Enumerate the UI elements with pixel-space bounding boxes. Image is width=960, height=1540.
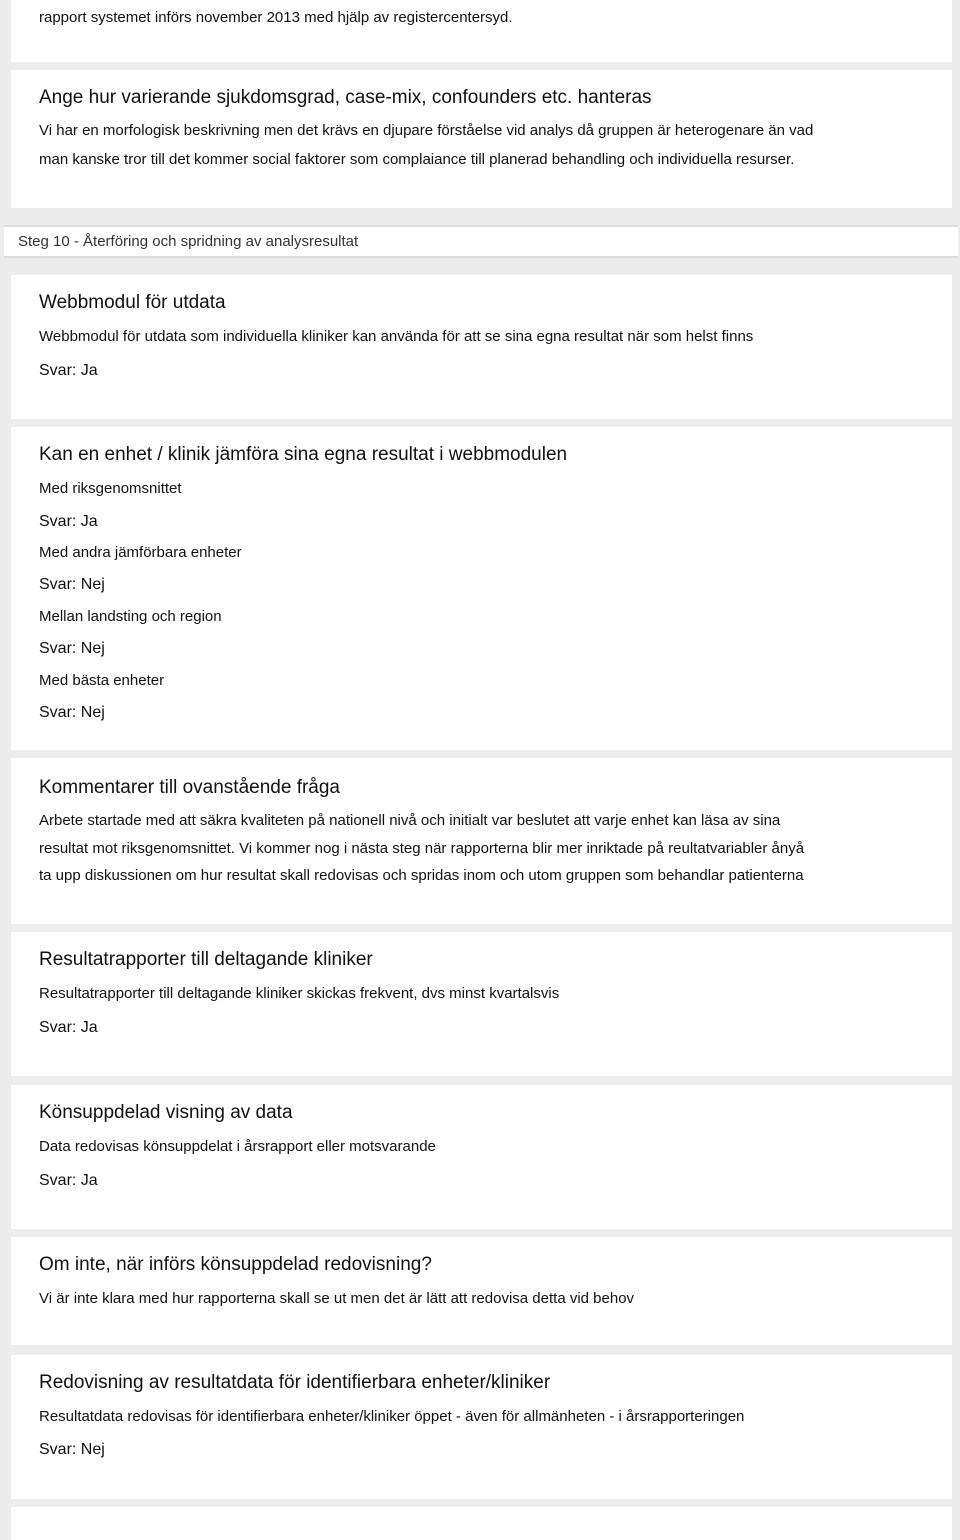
question-body-line: Vi har en morfologisk beskrivning men det krävs en djupare förståelse vid analys då gruppen är heterogenare än vad xyxy=(39,122,814,139)
question-body-line: man kanske tror till det kommer social faktorer som complaiance till planerad behandling och individuella resurser. xyxy=(39,151,795,168)
question-title: Ange hur varierande sjukdomsgrad, case-mix, confounders etc. hanteras xyxy=(39,87,652,108)
question-title: Om inte, när införs könsuppdelad redovisning? xyxy=(39,1254,432,1275)
section-header-step10: Steg 10 - Återföring och spridning av analysresultat xyxy=(4,225,958,258)
comment-line: ta upp diskussionen om hur resultat skall redovisas och spridas inom och utom gruppen som behandlar patienterna xyxy=(39,867,804,884)
answer-text: Svar: Ja xyxy=(39,362,98,379)
question-title: Webbmodul för utdata xyxy=(39,292,226,313)
question-compare-card xyxy=(11,427,952,750)
comment-line: Arbete startade med att säkra kvaliteten på nationell nivå och initialt var beslutet att varje enhet kan läsa av sina xyxy=(39,812,781,829)
question-severity-card xyxy=(11,70,952,208)
question-comments-card xyxy=(11,758,952,924)
question-identifiable-card xyxy=(11,1355,952,1499)
question-description: Vi är inte klara med hur rapporterna skall se ut men det är lätt att redovisa detta vid behov xyxy=(39,1290,635,1307)
question-title: Resultatrapporter till deltagande kliniker xyxy=(39,949,373,970)
compare-option-label: Mellan landsting och region xyxy=(39,608,222,625)
question-description: Webbmodul för utdata som individuella kliniker kan använda för att se sina egna resultat när som helst finns xyxy=(39,328,754,345)
question-gender-card xyxy=(11,1085,952,1229)
answer-text: Svar: Ja xyxy=(39,513,98,530)
top-fragment-text: rapport systemet införs november 2013 med hjälp av registercentersyd. xyxy=(39,9,513,26)
question-title: Kommentarer till ovanstående fråga xyxy=(39,777,340,798)
answer-text: Svar: Nej xyxy=(39,704,105,721)
answer-text: Svar: Ja xyxy=(39,1019,98,1036)
question-description: Resultatrapporter till deltagande kliniker skickas frekvent, dvs minst kvartalsvis xyxy=(39,985,560,1002)
answer-text: Svar: Nej xyxy=(39,640,105,657)
answer-text: Svar: Nej xyxy=(39,576,105,593)
compare-option-label: Med bästa enheter xyxy=(39,672,165,689)
next-card-partial xyxy=(11,1507,952,1540)
top-fragment-card xyxy=(11,0,952,62)
question-webmodule-card xyxy=(11,275,952,419)
question-description: Data redovisas könsuppdelat i årsrapport eller motsvarande xyxy=(39,1138,436,1155)
question-gender-when-card xyxy=(11,1237,952,1345)
answer-text: Svar: Nej xyxy=(39,1441,105,1458)
compare-option-label: Med riksgenomsnittet xyxy=(39,480,182,497)
compare-option-label: Med andra jämförbara enheter xyxy=(39,544,242,561)
question-description: Resultatdata redovisas för identifierbara enheter/kliniker öppet - även för allmänheten - i årsrapporteringen xyxy=(39,1408,745,1425)
question-reports-card xyxy=(11,932,952,1076)
question-title: Redovisning av resultatdata för identifierbara enheter/kliniker xyxy=(39,1372,551,1393)
question-title: Kan en enhet / klinik jämföra sina egna resultat i webbmodulen xyxy=(39,444,568,465)
comment-line: resultat mot riksgenomsnittet. Vi kommer nog i nästa steg när rapporterna blir mer inriktade på reultatvariabler ånyå xyxy=(39,840,805,857)
answer-text: Svar: Ja xyxy=(39,1172,98,1189)
question-title: Könsuppdelad visning av data xyxy=(39,1102,293,1123)
